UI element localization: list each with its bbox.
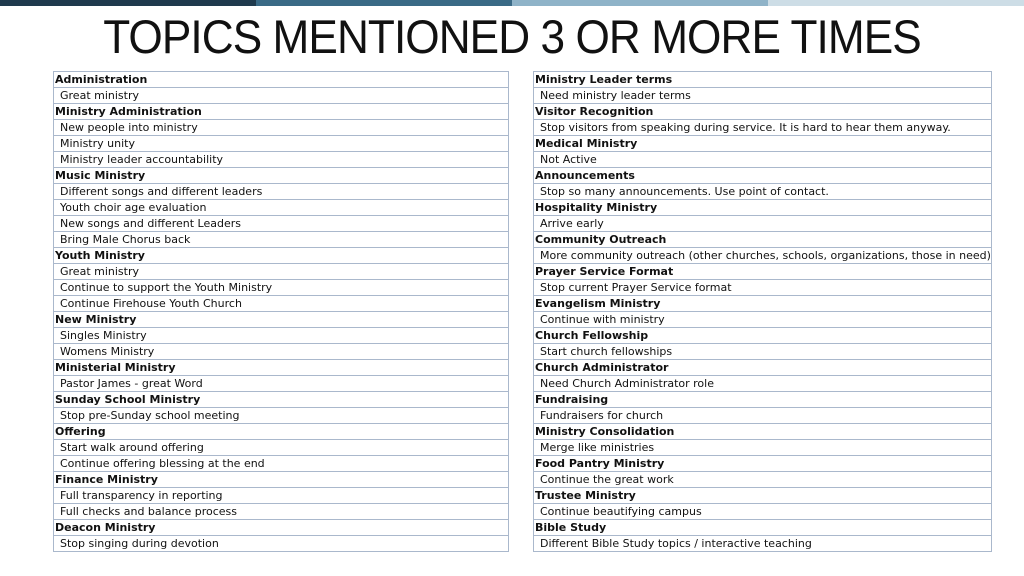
topic-item-row — [54, 456, 509, 472]
topic-heading: Fundraising — [534, 392, 992, 408]
topic-heading: Bible Study — [534, 520, 992, 536]
topic-item: Stop visitors from speaking during service. It is hard to hear them anyway. — [534, 120, 992, 136]
topic-heading: Trustee Ministry — [534, 488, 992, 504]
topic-heading: Finance Ministry — [54, 472, 509, 488]
topic-item-row — [54, 296, 509, 312]
topic-heading: Announcements — [534, 168, 992, 184]
topic-item: Stop current Prayer Service format — [534, 280, 992, 296]
topic-heading-row — [54, 72, 509, 88]
topic-item: Singles Ministry — [54, 328, 509, 344]
topic-item: Different Bible Study topics / interactive teaching — [534, 536, 992, 552]
topic-item-row — [534, 536, 992, 552]
topic-item-row — [54, 232, 509, 248]
topic-heading-row — [534, 456, 992, 472]
topic-item-row — [534, 248, 992, 264]
topics-table-right — [533, 71, 992, 552]
topic-item: More community outreach (other churches, schools, organizations, those in need) — [534, 248, 992, 264]
topic-item-row — [54, 200, 509, 216]
topic-heading: Youth Ministry — [54, 248, 509, 264]
topic-item: Fundraisers for church — [534, 408, 992, 424]
topic-item-row — [54, 344, 509, 360]
topic-heading: Hospitality Ministry — [534, 200, 992, 216]
topic-heading-row — [54, 360, 509, 376]
topic-item-row — [534, 88, 992, 104]
topic-heading: Offering — [54, 424, 509, 440]
topic-heading-row — [54, 312, 509, 328]
topic-heading: Evangelism Ministry — [534, 296, 992, 312]
topic-item: Youth choir age evaluation — [54, 200, 509, 216]
topic-heading-row — [54, 520, 509, 536]
topic-heading: Music Ministry — [54, 168, 509, 184]
topic-item: Ministry unity — [54, 136, 509, 152]
topic-item-row — [54, 376, 509, 392]
topic-item-row — [54, 264, 509, 280]
topic-item: Full checks and balance process — [54, 504, 509, 520]
topic-heading: Community Outreach — [534, 232, 992, 248]
topic-item: Great ministry — [54, 264, 509, 280]
topic-item-row — [534, 152, 992, 168]
topic-item: Great ministry — [54, 88, 509, 104]
topic-item: New songs and different Leaders — [54, 216, 509, 232]
topic-heading-row — [534, 72, 992, 88]
topic-item: Arrive early — [534, 216, 992, 232]
accent-segment — [768, 0, 1024, 6]
topic-item-row — [534, 120, 992, 136]
topic-item-row — [534, 504, 992, 520]
topic-item: Merge like ministries — [534, 440, 992, 456]
topic-item: Stop pre-Sunday school meeting — [54, 408, 509, 424]
topic-heading-row — [534, 328, 992, 344]
topic-heading-row — [534, 264, 992, 280]
topic-item-row — [54, 328, 509, 344]
topic-item: Pastor James - great Word — [54, 376, 509, 392]
topic-item-row — [54, 184, 509, 200]
accent-segment — [256, 0, 512, 6]
topic-item: Ministry leader accountability — [54, 152, 509, 168]
topic-item-row — [534, 472, 992, 488]
topic-item-row — [534, 408, 992, 424]
topic-item-row — [54, 280, 509, 296]
topic-heading-row — [534, 296, 992, 312]
topic-item: Need Church Administrator role — [534, 376, 992, 392]
topic-heading: Ministerial Ministry — [54, 360, 509, 376]
topic-heading-row — [534, 232, 992, 248]
topic-heading-row — [54, 248, 509, 264]
topic-item-row — [534, 344, 992, 360]
topic-item-row — [534, 280, 992, 296]
topic-heading-row — [534, 168, 992, 184]
topic-heading: Visitor Recognition — [534, 104, 992, 120]
topic-heading: Administration — [54, 72, 509, 88]
topic-heading-row — [534, 200, 992, 216]
topic-item-row — [54, 408, 509, 424]
topic-item-row — [534, 184, 992, 200]
topic-item: New people into ministry — [54, 120, 509, 136]
topic-heading-row — [54, 392, 509, 408]
topic-item-row — [54, 536, 509, 552]
topic-item: Stop so many announcements. Use point of contact. — [534, 184, 992, 200]
topic-item-row — [54, 120, 509, 136]
topic-heading-row — [54, 104, 509, 120]
topic-item-row — [54, 88, 509, 104]
slide-title: TOPICS MENTIONED 3 OR MORE TIMES — [103, 10, 921, 63]
topic-item: Continue with ministry — [534, 312, 992, 328]
topic-item: Continue Firehouse Youth Church — [54, 296, 509, 312]
topic-heading: Sunday School Ministry — [54, 392, 509, 408]
topic-item: Start walk around offering — [54, 440, 509, 456]
topic-heading-row — [534, 136, 992, 152]
topic-heading-row — [534, 104, 992, 120]
top-accent-bar — [0, 0, 1024, 6]
topic-item-row — [534, 312, 992, 328]
topic-heading: New Ministry — [54, 312, 509, 328]
topic-item-row — [54, 488, 509, 504]
topic-heading: Church Administrator — [534, 360, 992, 376]
topic-item: Different songs and different leaders — [54, 184, 509, 200]
topic-item: Continue offering blessing at the end — [54, 456, 509, 472]
accent-segment — [0, 0, 256, 6]
topic-heading: Ministry Leader terms — [534, 72, 992, 88]
topic-item-row — [534, 376, 992, 392]
topic-heading-row — [534, 360, 992, 376]
topic-heading: Ministry Administration — [54, 104, 509, 120]
topic-item-row — [54, 440, 509, 456]
topic-item: Womens Ministry — [54, 344, 509, 360]
topics-table-left — [53, 71, 509, 552]
topic-item: Continue beautifying campus — [534, 504, 992, 520]
topic-item-row — [534, 440, 992, 456]
topic-item: Stop singing during devotion — [54, 536, 509, 552]
topic-item-row — [54, 216, 509, 232]
topic-item-row — [54, 504, 509, 520]
topic-heading-row — [54, 472, 509, 488]
topic-heading-row — [534, 520, 992, 536]
topic-item: Start church fellowships — [534, 344, 992, 360]
topic-heading: Ministry Consolidation — [534, 424, 992, 440]
topic-item: Continue to support the Youth Ministry — [54, 280, 509, 296]
topic-heading-row — [534, 488, 992, 504]
topic-heading-row — [534, 392, 992, 408]
topic-item-row — [534, 216, 992, 232]
topic-heading: Deacon Ministry — [54, 520, 509, 536]
topic-heading: Medical Ministry — [534, 136, 992, 152]
topic-heading-row — [54, 168, 509, 184]
topic-item: Bring Male Chorus back — [54, 232, 509, 248]
topic-item-row — [54, 136, 509, 152]
topic-heading-row — [534, 424, 992, 440]
topic-heading: Food Pantry Ministry — [534, 456, 992, 472]
topic-item: Full transparency in reporting — [54, 488, 509, 504]
accent-segment — [512, 0, 768, 6]
topic-heading: Church Fellowship — [534, 328, 992, 344]
topic-item: Continue the great work — [534, 472, 992, 488]
topic-item: Need ministry leader terms — [534, 88, 992, 104]
topic-item: Not Active — [534, 152, 992, 168]
topic-heading: Prayer Service Format — [534, 264, 992, 280]
topic-heading-row — [54, 424, 509, 440]
topic-item-row — [54, 152, 509, 168]
